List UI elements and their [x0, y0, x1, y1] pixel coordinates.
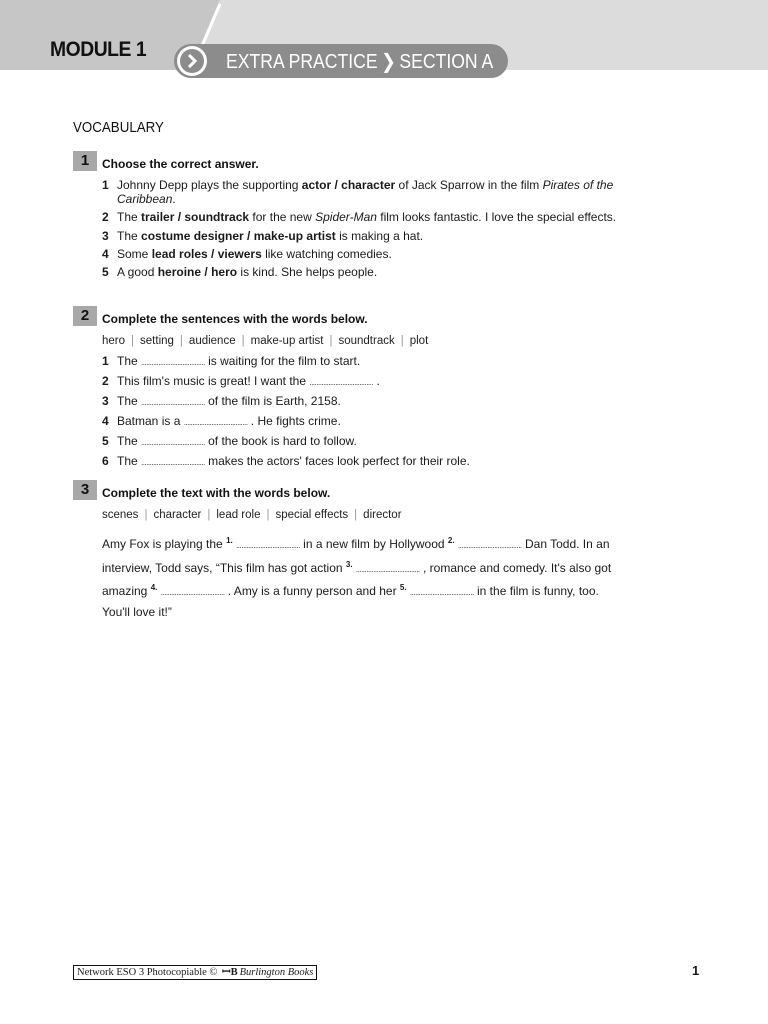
item-text: for the new — [249, 210, 316, 224]
paragraph-text: . Amy is a funny person and her — [224, 584, 400, 598]
item-number: 5 — [102, 434, 109, 448]
answer-blank[interactable]: ..................................... — [183, 418, 248, 427]
film-title: Pirates of the Caribbean — [117, 178, 614, 206]
answer-blank[interactable]: ..................................... — [236, 541, 300, 550]
divider: | — [131, 335, 135, 347]
answer-blank[interactable]: ..................................... — [355, 564, 420, 574]
exercise-instruction: Complete the sentences with the words below. — [102, 312, 368, 326]
list-item — [102, 435, 470, 450]
divider: | — [400, 335, 404, 347]
word-bank-item: director — [363, 509, 402, 521]
answer-blank[interactable]: ..................................... — [409, 588, 474, 597]
item-text: of the book is hard to follow. — [204, 434, 357, 448]
item-text: The — [117, 454, 142, 468]
chevron-separator-icon: ❯ — [381, 51, 396, 73]
paragraph-text: Dan Todd. In an interview, Todd says, “This film has got action — [102, 537, 610, 575]
item-text: This film's music is great! I want the — [117, 374, 310, 388]
module-title: MODULE 1 — [50, 38, 147, 61]
list-item — [102, 455, 470, 470]
word-bank-item: lead role — [216, 509, 261, 521]
item-text: A good — [117, 264, 158, 279]
word-bank-item: hero — [102, 335, 126, 347]
item-text: . He fights crime. — [247, 414, 341, 428]
list-item — [102, 375, 470, 390]
item-text: Some — [117, 246, 152, 261]
paragraph-text: Amy Fox is playing the — [102, 537, 227, 551]
item-text: The — [117, 394, 142, 408]
copyright-text: Network ESO 3 Photocopiable © — [77, 967, 218, 978]
item-text: . — [373, 374, 380, 388]
item-number: 4 — [102, 246, 109, 261]
item-text: of the film is Earth, 2158. — [204, 394, 341, 408]
word-bank-item: plot — [409, 335, 429, 347]
item-text: Johnny Depp plays the supporting — [117, 178, 302, 192]
answer-blank[interactable]: ..................................... — [309, 378, 374, 387]
choice-options: actor / character — [301, 178, 396, 192]
word-bank-item: scenes — [102, 509, 139, 521]
list-item — [102, 395, 470, 410]
divider: | — [144, 509, 148, 521]
word-bank-item: setting — [140, 335, 174, 347]
footer-copyright — [73, 965, 317, 980]
list-item — [102, 355, 470, 370]
divider: | — [266, 509, 270, 521]
banner-circle — [177, 46, 207, 76]
list-item — [102, 179, 622, 206]
film-title: Spider-Man — [315, 210, 377, 224]
item-text: of Jack Sparrow in the film — [395, 178, 543, 192]
gap-number: 2. — [447, 536, 455, 545]
word-bank — [102, 509, 402, 521]
word-bank-item: audience — [188, 335, 236, 347]
item-number: 4 — [102, 414, 109, 428]
divider: | — [179, 335, 183, 347]
item-text: The — [117, 210, 142, 224]
word-bank-item: make-up artist — [250, 335, 324, 347]
item-number: 3 — [102, 228, 109, 243]
item-text: is waiting for the film to start. — [204, 354, 361, 368]
publisher-name: Burlington Books — [239, 967, 314, 978]
word-bank-item: special effects — [275, 509, 349, 521]
gap-number: 3. — [345, 559, 353, 569]
item-text: makes the actors' faces look perfect for their role. — [204, 454, 470, 468]
item-text: is making a hat. — [335, 228, 424, 243]
answer-blank[interactable]: ..................................... — [141, 398, 205, 407]
word-bank-item: character — [153, 509, 202, 521]
gap-number: 1. — [226, 536, 233, 545]
divider: | — [241, 335, 245, 347]
item-number: 1 — [102, 354, 109, 368]
section-banner — [174, 44, 508, 78]
item-number: 2 — [102, 374, 109, 388]
answer-blank[interactable]: ..................................... — [457, 541, 522, 550]
gap-fill-text — [102, 532, 622, 621]
answer-blank[interactable]: ..................................... — [141, 458, 205, 467]
exercise-number: 1 — [73, 151, 97, 171]
answer-blank[interactable]: ..................................... — [141, 438, 205, 447]
exercise-2-items — [102, 355, 470, 470]
exercise-instruction: Complete the text with the words below. — [102, 486, 331, 500]
section-title — [226, 49, 493, 74]
vocabulary-heading: VOCABULARY — [73, 120, 164, 136]
list-item — [102, 415, 470, 430]
list-item — [102, 230, 622, 244]
item-text: The — [117, 228, 142, 243]
section-title-part2: SECTION A — [399, 51, 494, 73]
item-number: 6 — [102, 454, 109, 468]
divider: | — [207, 509, 211, 521]
word-bank — [102, 335, 428, 347]
chevron-right-icon — [185, 54, 199, 68]
paragraph-text: in a new film by Hollywood — [299, 537, 448, 551]
choice-options: lead roles / viewers — [151, 246, 262, 261]
list-item — [102, 248, 622, 262]
list-item — [102, 266, 622, 280]
burlington-logo-icon: ꟷB — [222, 967, 238, 978]
item-text: The — [117, 434, 142, 448]
choice-options: heroine / hero — [157, 264, 238, 279]
item-text: is kind. She helps people. — [237, 264, 378, 279]
item-number: 5 — [102, 264, 109, 279]
choice-options: costume designer / make-up artist — [141, 228, 336, 243]
item-text: film looks fantastic. I love the special effects. — [376, 210, 617, 224]
exercise-number: 2 — [73, 306, 97, 326]
item-text: like watching comedies. — [261, 246, 392, 261]
answer-blank[interactable]: ..................................... — [160, 588, 225, 597]
item-number: 1 — [102, 178, 109, 192]
list-item — [102, 211, 622, 225]
gap-number: 5. — [399, 583, 407, 592]
divider: | — [354, 509, 358, 521]
section-title-part1: EXTRA PRACTICE — [226, 51, 378, 73]
choice-options: trailer / soundtrack — [141, 210, 250, 224]
item-text: The — [117, 354, 142, 368]
item-number: 2 — [102, 210, 109, 224]
answer-blank[interactable]: ..................................... — [141, 358, 205, 367]
exercise-number: 3 — [73, 480, 97, 500]
paragraph-text: in the film is funny, too. You'll love it!” — [102, 584, 599, 619]
divider: | — [329, 335, 333, 347]
exercise-instruction: Choose the correct answer. — [102, 157, 259, 171]
page-number: 1 — [692, 963, 700, 978]
item-number: 3 — [102, 394, 109, 408]
paragraph-text: , romance and comedy. It's also got amazing — [102, 560, 612, 598]
gap-number: 4. — [150, 583, 158, 592]
item-text: Batman is a — [117, 414, 184, 428]
word-bank-item: soundtrack — [338, 335, 395, 347]
exercise-1-items — [102, 179, 622, 279]
item-text: . — [172, 191, 176, 206]
